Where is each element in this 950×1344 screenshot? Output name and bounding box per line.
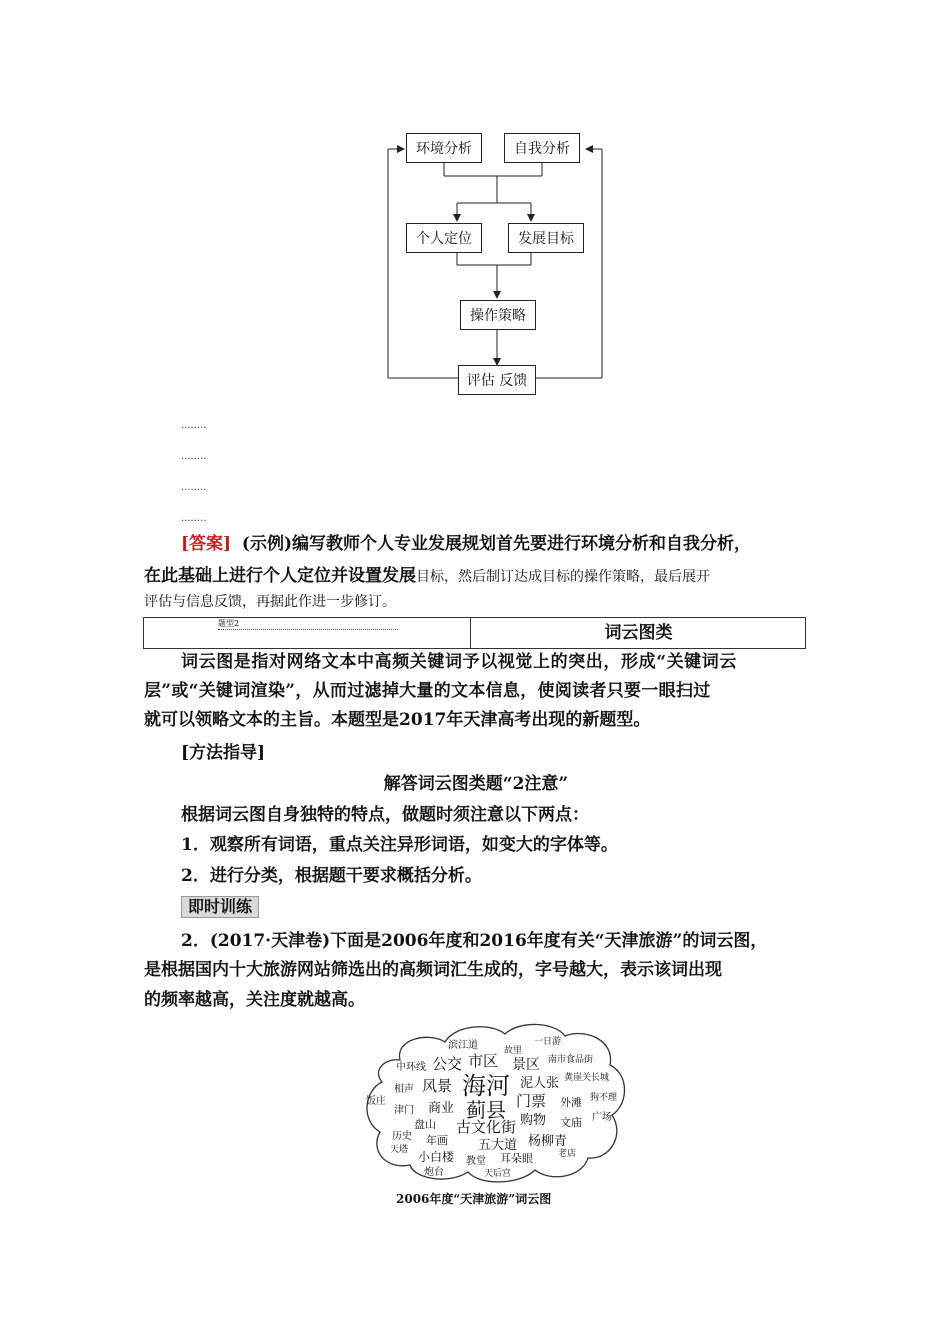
word-cloud-word: 相声 [394,1084,414,1095]
env-analysis-box: 环境分析 [406,133,482,163]
word-cloud-word: 购物 [520,1113,547,1128]
question-line-2: 是根据国内十大旅游网站筛选出的高频词汇生成的，字号越大，表示该词出现 [144,960,722,980]
question-type-table [143,617,806,649]
question-line-1: 2．(2017·天津卷)下面是2006年度和2016年度有关“天津旅游”的词云图， [181,931,768,951]
word-cloud-word: 历史 [392,1131,412,1142]
intro-line-1: 词云图是指对网络文本中高频关键词予以视觉上的突出，形成“关键词云 [181,652,737,672]
word-cloud-word: 五大道 [478,1138,518,1153]
strategy-box: 操作策略 [460,300,536,330]
question-type-title: 词云图类 [604,623,673,643]
word-cloud-caption: 2006年度“天津旅游”词云图 [396,1192,552,1206]
word-cloud-word: 广场 [592,1112,612,1123]
answer-blank-line: ........ [181,420,207,431]
word-cloud-word: 津门 [394,1105,414,1116]
word-cloud-word: 文庙 [560,1116,582,1129]
word-cloud-word: 教堂 [466,1156,486,1167]
word-cloud-word: 商业 [428,1101,455,1116]
word-cloud-word: 公交 [432,1055,463,1073]
word-cloud-word: 市区 [468,1052,499,1070]
word-cloud-word: 风景 [422,1077,453,1095]
word-cloud-word: 老店 [558,1149,577,1159]
word-cloud-word: 狗不理 [590,1093,618,1103]
method-title: 解答词云图类题“2注意” [383,774,569,794]
word-cloud-word: 黄崖关长城 [564,1073,610,1083]
training-label: 即时训练 [181,896,259,918]
word-cloud-word: 蓟县 [466,1098,506,1122]
intro-line-3: 就可以领略文本的主旨。本题型是2017年天津高考出现的新题型。 [144,710,651,730]
answer-blank-line: ........ [181,513,207,524]
word-cloud-word: 一日游 [534,1037,562,1047]
word-cloud-word: 古文化街 [456,1118,517,1136]
word-cloud-word: 盘山 [414,1118,436,1131]
word-cloud-word: 外滩 [560,1096,582,1109]
development-goal-box: 发展目标 [508,223,584,253]
word-cloud-word: 景区 [512,1057,540,1073]
word-cloud-word: 杨柳青 [528,1134,568,1149]
word-cloud-word: 滨江道 [448,1040,478,1051]
word-cloud-word: 故里 [504,1046,523,1056]
answer-text: (示例)编写教师个人专业发展规划首先要进行环境分析和自我分析， [241,534,751,554]
answer-text-bold: 在此基础上进行个人定位并设置发展 [144,566,416,586]
word-cloud-word: 天塔 [390,1145,409,1155]
answer-blank-line: ........ [181,451,207,462]
method-heading: [方法指导] [181,743,266,763]
method-point-2: 2．进行分类，根据题干要求概括分析。 [181,866,482,886]
word-cloud-word: 小白楼 [418,1150,455,1164]
word-cloud-word: 炮台 [424,1167,444,1178]
word-cloud-word: 海河 [462,1072,510,1100]
answer-blank-line: ........ [181,482,207,493]
word-cloud-word: 饭庄 [366,1096,386,1107]
method-point-1: 1．观察所有词语，重点关注异形词语，如变大的字体等。 [181,835,618,855]
word-cloud-word: 中环线 [396,1062,426,1073]
answer-line-1 [181,528,821,561]
question-type-label: 题型2 [218,619,398,630]
evaluation-feedback-box: 评估 反馈 [458,365,536,395]
method-lead: 根据词云图自身独特的特点，做题时须注意以下两点： [181,805,589,825]
personal-position-box: 个人定位 [406,223,482,253]
word-cloud-word: 耳朵眼 [500,1152,533,1165]
word-cloud-word: 门票 [516,1092,547,1110]
answer-tag: [答案] [181,534,232,554]
word-cloud-word: 年画 [426,1134,448,1147]
word-cloud-word: 泥人张 [520,1076,560,1091]
answer-text-small: 目标，然后制订达成目标的操作策略，最后展开 [416,569,710,585]
flowchart [380,125,620,400]
question-line-3: 的频率越高，关注度就越高。 [144,990,365,1010]
word-cloud-word: 天后宫 [484,1169,512,1179]
self-analysis-box: 自我分析 [504,133,580,163]
word-cloud-word: 南市食品街 [548,1055,594,1065]
intro-line-2: 层”或“关键词渲染”，从而过滤掉大量的文本信息，使阅读者只要一眼扫过 [144,681,711,701]
answer-line-3: 评估与信息反馈，再据此作进一步修订。 [144,594,396,610]
